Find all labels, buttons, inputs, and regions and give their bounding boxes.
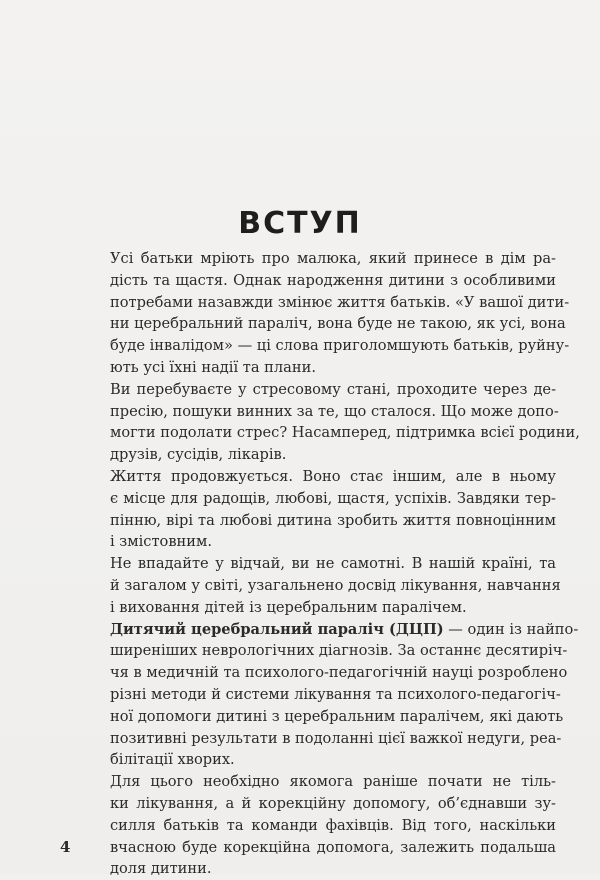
paragraph-line: й загалом у світі, узагальнено досвід лікування, навчання [110, 576, 561, 594]
paragraph [90, 379, 580, 466]
paragraph-line: є місце для радощів, любові, щастя, успіхів. Завдяки тер- [110, 489, 556, 507]
paragraph-line: ють усі їхні надії та плани. [110, 358, 316, 376]
paragraph-line: вчасною буде корекційна допомога, залежить подальша [110, 838, 556, 856]
paragraph-line: силля батьків та команди фахівців. Від того, наскільки [110, 816, 556, 834]
defined-term: Дитячий церебральний параліч (ДЦП) [110, 620, 444, 638]
paragraph [90, 248, 570, 379]
paragraph-line: білітації хворих. [110, 751, 235, 769]
paragraph [90, 771, 556, 880]
paragraph-line: і змістовним. [110, 533, 212, 551]
paragraph-line: Життя продовжується. Воно стає іншим, але в ньому [110, 467, 556, 485]
page-number: 4 [60, 838, 71, 856]
paragraph-line: і виховання дітей із церебральним паралічем. [110, 598, 467, 616]
body-text [90, 248, 580, 880]
definition-text: — один із найпо- [443, 620, 579, 638]
paragraph-line: Ви перебуваєте у стресовому стані, проходите через де- [110, 380, 556, 398]
paragraph-line: різні методи й системи лікування та психолого-педагогіч- [110, 685, 561, 703]
paragraph [90, 619, 579, 772]
paragraph [90, 553, 561, 618]
paragraph-line: Не впадайте у відчай, ви не самотні. В нашій країні, та [110, 555, 556, 573]
paragraph [90, 466, 556, 553]
paragraph-line: ширеніших неврологічних діагнозів. За останнє десятиріч- [110, 642, 568, 660]
paragraph-line: пінню, вірі та любові дитина зробить життя повноцінним [110, 511, 556, 529]
paragraph-line: доля дитини. [110, 860, 212, 878]
paragraph-line [90, 619, 579, 641]
paragraph-line: позитивні результати в подоланні цієї важкої недуги, реа- [110, 729, 562, 747]
page-title: ВСТУП [238, 206, 362, 241]
paragraph-line: дість та щастя. Однак народження дитини з особливими [110, 271, 556, 289]
paragraph-line: Для цього необхідно якомога раніше почати не тіль- [110, 773, 556, 791]
paragraph-line: буде інвалідом» — ці слова приголомшують батьків, руйну- [110, 337, 570, 355]
paragraph-line: чя в медичній та психолого-педагогічній науці розроблено [110, 664, 568, 682]
paragraph-line: друзів, сусідів, лікарів. [110, 446, 287, 464]
paragraph-line: Усі батьки мріють про малюка, який принесе в дім ра- [110, 250, 556, 267]
paragraph-line: потребами назавжди змінює життя батьків. «У вашої дити- [110, 293, 570, 311]
paragraph-line: пресію, пошуки винних за те, що сталося. Що може допо- [110, 402, 559, 420]
paragraph-line: могти подолати стрес? Насамперед, підтримка всієї родини, [110, 424, 580, 442]
paragraph-line: ни церебральний параліч, вона буде не такою, як усі, вона [110, 315, 566, 333]
paragraph-line: ки лікування, а й корекційну допомогу, об’єднавши зу- [110, 794, 556, 812]
paragraph-line: ної допомоги дитині з церебральним паралічем, які дають [110, 707, 564, 725]
